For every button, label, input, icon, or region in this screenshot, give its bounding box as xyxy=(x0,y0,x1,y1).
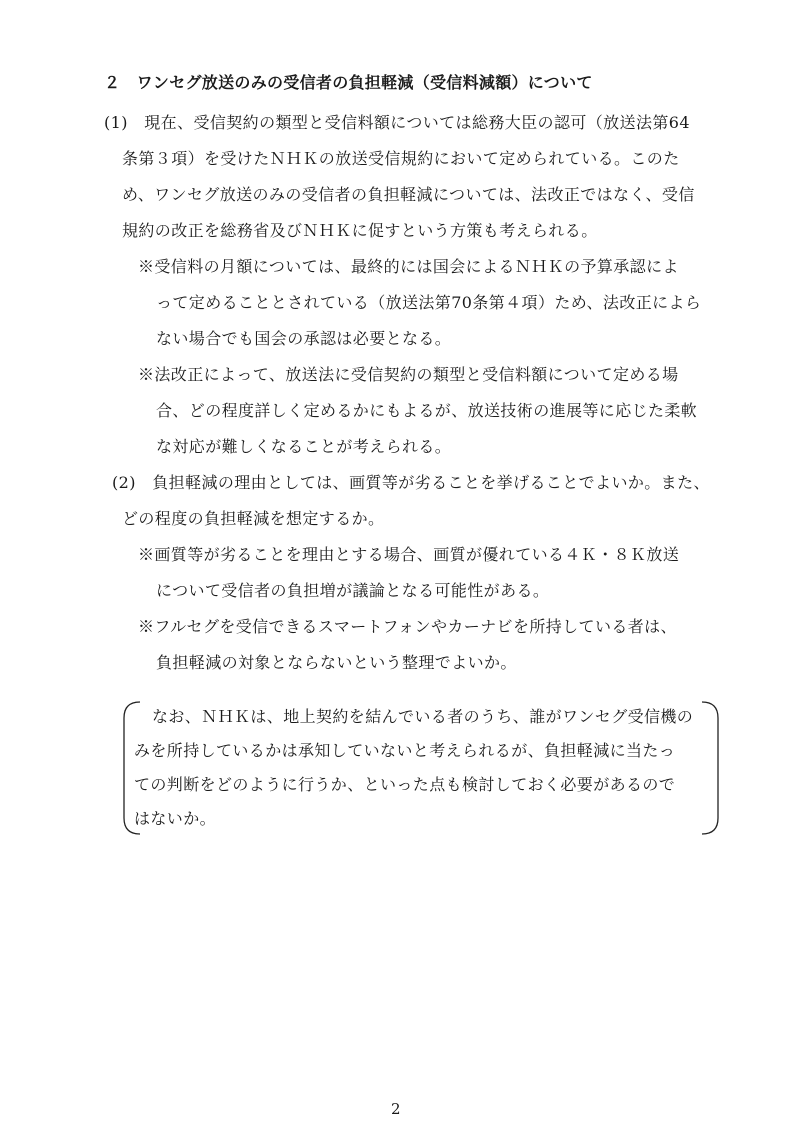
item1-note2-line-3: な対応が難しくなることが考えられる。 xyxy=(156,437,452,456)
item1-note1-line-1: ※受信料の月額については、最終的には国会によるＮＨＫの予算承認によ xyxy=(138,257,679,276)
item1-line-4: 規約の改正を総務省及びＮＨＫに促すという方策も考えられる。 xyxy=(122,221,598,240)
item2-note1-line-1: ※画質等が劣ることを理由とする場合、画質が優れている４Ｋ・８Ｋ放送 xyxy=(138,545,680,564)
section-heading: ２ ワンセグ放送のみの受信者の負担軽減（受信料減額）について xyxy=(104,73,593,92)
item2-note1-line-2: について受信者の負担増が議論となる可能性がある。 xyxy=(156,581,550,600)
page-number: 2 xyxy=(391,1100,401,1118)
item1-note1-line-3: ない場合でも国会の承認は必要となる。 xyxy=(156,329,452,348)
item2-note2-line-1: ※フルセグを受信できるスマートフォンやカーナビを所持している者は、 xyxy=(138,617,677,636)
item2-line-1: (2) 負担軽減の理由としては、画質等が劣ることを挙げることでよいか。また、 xyxy=(112,473,710,492)
item2-note2-line-2: 負担軽減の対象とならないという整理でよいか。 xyxy=(156,653,517,672)
item1-note2-line-1: ※法改正によって、放送法に受信契約の類型と受信料額について定める場 xyxy=(138,365,679,384)
item1-line-1: (1) 現在、受信契約の類型と受信料額については総務大臣の認可（放送法第64 xyxy=(104,113,690,132)
box-line-4: はないか。 xyxy=(134,809,217,828)
box-line-1: なお、ＮＨＫは、地上契約を結んでいる者のうち、誰がワンセグ受信機の xyxy=(152,707,694,726)
item1-note2-line-2: 合、どの程度詳しく定めるかにもよるが、放送技術の進展等に応じた柔軟 xyxy=(156,401,698,420)
item1-line-2: 条第３項）を受けたＮＨＫの放送受信規約において定められている。このた xyxy=(122,149,680,168)
box-line-2: みを所持しているかは承知していないと考えられるが、負担軽減に当たっ xyxy=(134,741,676,760)
box-line-3: ての判断をどのように行うか、といった点も検討しておく必要があるので xyxy=(134,775,676,794)
item1-note1-line-2: って定めることとされている（放送法第70条第４項）ため、法改正によら xyxy=(156,293,702,312)
item1-line-3: め、ワンセグ放送のみの受信者の負担軽減については、法改正ではなく、受信 xyxy=(122,185,695,204)
item2-line-2: どの程度の負担軽減を想定するか。 xyxy=(122,509,385,528)
